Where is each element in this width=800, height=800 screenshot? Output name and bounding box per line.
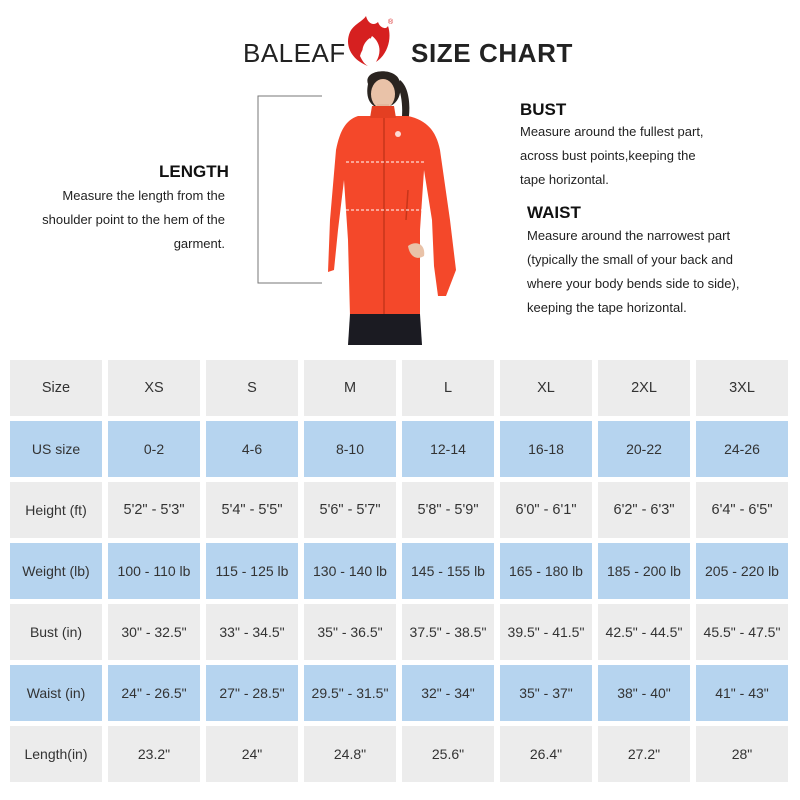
weight-cell: 130 - 140 lb (304, 543, 396, 599)
brand-name: BALEAF (243, 38, 346, 68)
weight-cell: 100 - 110 lb (108, 543, 200, 599)
flame-leaf-logo (338, 14, 398, 70)
size-cell: 2XL (598, 360, 690, 416)
bust-cell: 37.5" - 38.5" (402, 604, 494, 660)
length-cell: 27.2" (598, 726, 690, 782)
row-label-waist: Waist (in) (10, 665, 102, 721)
length-cell: 23.2" (108, 726, 200, 782)
height-cell: 6'2" - 6'3" (598, 482, 690, 538)
size-cell: M (304, 360, 396, 416)
model-jacket-illustration (250, 70, 510, 345)
length-line: shoulder point to the hem of the (42, 212, 225, 227)
waist-cell: 35" - 37" (500, 665, 592, 721)
weight-cell: 115 - 125 lb (206, 543, 298, 599)
us-size-cell: 4-6 (206, 421, 298, 477)
us-size-cell: 20-22 (598, 421, 690, 477)
row-label-length: Length(in) (10, 726, 102, 782)
waist-title: WAIST (527, 203, 581, 222)
bust-line: tape horizontal. (520, 172, 609, 187)
us-size-cell: 12-14 (402, 421, 494, 477)
row-label-bust: Bust (in) (10, 604, 102, 660)
bust-cell: 33" - 34.5" (206, 604, 298, 660)
waist-cell: 24" - 26.5" (108, 665, 200, 721)
size-cell: XL (500, 360, 592, 416)
weight-cell: 185 - 200 lb (598, 543, 690, 599)
weight-cell: 145 - 155 lb (402, 543, 494, 599)
waist-cell: 32" - 34" (402, 665, 494, 721)
bust-cell: 35" - 36.5" (304, 604, 396, 660)
us-size-cell: 0-2 (108, 421, 200, 477)
us-size-cell: 24-26 (696, 421, 788, 477)
size-cell: XS (108, 360, 200, 416)
bust-cell: 42.5" - 44.5" (598, 604, 690, 660)
size-table (10, 360, 790, 784)
bust-description (520, 120, 780, 192)
row-label-weight: Weight (lb) (10, 543, 102, 599)
waist-cell: 29.5" - 31.5" (304, 665, 396, 721)
weight-cell: 165 - 180 lb (500, 543, 592, 599)
length-cell: 25.6" (402, 726, 494, 782)
row-label-size: Size (10, 360, 102, 416)
size-cell: 3XL (696, 360, 788, 416)
height-cell: 5'8" - 5'9" (402, 482, 494, 538)
bust-line: across bust points,keeping the (520, 148, 696, 163)
height-cell: 5'4" - 5'5" (206, 482, 298, 538)
us-size-cell: 16-18 (500, 421, 592, 477)
row-label-height: Height (ft) (10, 482, 102, 538)
length-line: garment. (173, 236, 225, 251)
waist-line: where your body bends side to side), (527, 276, 740, 291)
row-label-us-size: US size (10, 421, 102, 477)
waist-cell: 38" - 40" (598, 665, 690, 721)
us-size-cell: 8-10 (304, 421, 396, 477)
length-cell: 26.4" (500, 726, 592, 782)
size-cell: S (206, 360, 298, 416)
waist-cell: 27" - 28.5" (206, 665, 298, 721)
bust-cell: 39.5" - 41.5" (500, 604, 592, 660)
size-cell: L (402, 360, 494, 416)
height-cell: 6'0" - 6'1" (500, 482, 592, 538)
waist-cell: 41" - 43" (696, 665, 788, 721)
header (0, 14, 800, 74)
svg-text:®: ® (388, 19, 394, 26)
length-line: Measure the length from the (62, 188, 225, 203)
height-cell: 6'4" - 6'5" (696, 482, 788, 538)
bust-title: BUST (520, 100, 567, 119)
length-cell: 28" (696, 726, 788, 782)
length-cell: 24" (206, 726, 298, 782)
waist-description (527, 224, 792, 320)
bust-cell: 30" - 32.5" (108, 604, 200, 660)
waist-line: keeping the tape horizontal. (527, 300, 687, 315)
height-cell: 5'2" - 5'3" (108, 482, 200, 538)
waist-line: Measure around the narrowest part (527, 228, 731, 243)
bust-cell: 45.5" - 47.5" (696, 604, 788, 660)
length-title: LENGTH (159, 162, 229, 181)
chart-title: SIZE CHART (411, 38, 573, 68)
weight-cell: 205 - 220 lb (696, 543, 788, 599)
length-description (20, 184, 225, 256)
bust-line: Measure around the fullest part, (520, 124, 704, 139)
height-cell: 5'6" - 5'7" (304, 482, 396, 538)
length-cell: 24.8" (304, 726, 396, 782)
waist-line: (typically the small of your back and (527, 252, 733, 267)
